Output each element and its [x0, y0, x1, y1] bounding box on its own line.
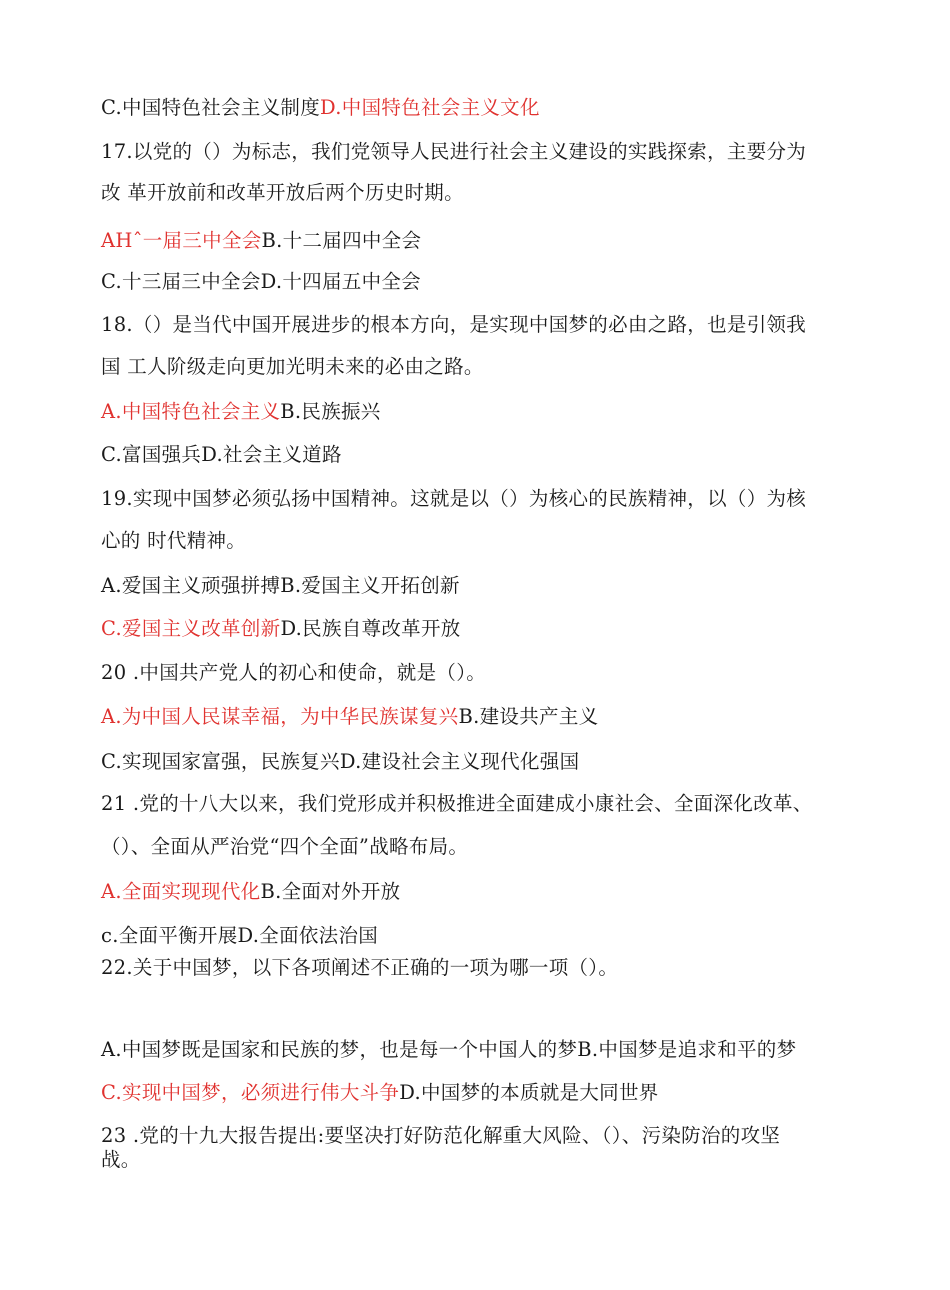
answer-highlight: A.为中国人民谋幸福，为中华民族谋复兴 — [101, 705, 459, 728]
text-segment: 20 .中国共产党人的初心和使命，就是（）。 — [101, 661, 487, 684]
option-line — [101, 750, 579, 774]
answer-highlight: A.全面实现现代化 — [101, 880, 261, 903]
question-22 — [101, 956, 618, 980]
answer-highlight: A.中国特色社会主义 — [101, 400, 281, 423]
text-segment: D.建设社会主义现代化强国 — [339, 750, 580, 773]
text-line — [101, 355, 484, 379]
text-segment: B.爱国主义开拓创新 — [280, 574, 460, 597]
option-line — [101, 270, 421, 294]
text-segment: B.民族振兴 — [280, 400, 381, 423]
text-segment: 19.实现中国梦必须弘扬中国精神。这就是以（）为核心的民族精神，以（）为核 — [101, 487, 807, 510]
text-segment: C.十三届三中全会 — [101, 270, 261, 293]
answer-highlight: C.实现中国梦，必须进行伟大斗争 — [101, 1081, 400, 1104]
option-line — [101, 705, 598, 729]
text-segment: C.富国强兵 — [101, 443, 202, 466]
text-segment: D.全面依法治国 — [237, 924, 379, 947]
text-line — [101, 529, 246, 553]
text-segment: 17.以党的（）为标志，我们党领导人民进行社会主义建设的实践探索，主要分为 — [101, 140, 807, 163]
text-segment: B.全面对外开放 — [260, 880, 401, 903]
text-segment: B.建设共产主义 — [458, 705, 599, 728]
question-21 — [101, 792, 813, 816]
text-segment: A.中国梦既是国家和民族的梦，也是每一个中国人的梦 — [101, 1038, 578, 1061]
text-segment: B.十二届四中全会 — [261, 229, 422, 252]
text-segment: D.民族自尊改革开放 — [280, 617, 461, 640]
option-line — [101, 574, 460, 598]
option-line — [101, 924, 378, 948]
text-segment: 21 .党的十八大以来，我们党形成并积极推进全面建成小康社会、全面深化改革、 — [101, 792, 813, 815]
text-line — [101, 96, 540, 120]
text-segment: 战。 — [101, 1148, 141, 1171]
question-20 — [101, 661, 486, 685]
text-segment: D.社会主义道路 — [201, 443, 342, 466]
text-segment: C.实现国家富强，民族复兴 — [101, 750, 340, 773]
option-line — [101, 617, 461, 641]
option-line — [101, 1038, 796, 1062]
text-segment: 18.（）是当代中国开展进步的根本方向，是实现中国梦的必由之路，也是引领我 — [101, 313, 807, 336]
text-segment: D.中国梦的本质就是大同世界 — [399, 1081, 659, 1104]
text-segment: c.全面平衡开展 — [101, 924, 238, 947]
text-line — [101, 181, 464, 205]
answer-highlight: C.爱国主义改革创新 — [101, 617, 281, 640]
option-line — [101, 400, 381, 424]
question-17 — [101, 140, 806, 164]
text-line — [101, 1148, 141, 1172]
answer-highlight: AHˆ一届三中全会 — [101, 229, 262, 252]
text-segment: （）、全面从严治党“四个全面”战略布局。 — [101, 835, 469, 858]
text-segment: 改 革开放前和改革开放后两个历史时期。 — [101, 181, 464, 204]
text-segment: 22.关于中国梦，以下各项阐述不正确的一项为哪一项（）。 — [101, 956, 619, 979]
option-line — [101, 229, 421, 253]
text-segment: 心的 时代精神。 — [101, 529, 247, 552]
text-segment: 23 .党的十九大报告提出:要坚决打好防范化解重大风险、（）、污染防治的攻坚 — [101, 1124, 781, 1147]
text-segment: A.爱国主义顽强拼搏 — [101, 574, 281, 597]
text-line — [101, 835, 468, 859]
question-18 — [101, 313, 806, 337]
text-segment: C.中国特色社会主义制度 — [101, 96, 321, 119]
option-line — [101, 1081, 659, 1105]
option-line — [101, 880, 400, 904]
question-23 — [101, 1124, 780, 1148]
text-segment: 国 工人阶级走向更加光明未来的必由之路。 — [101, 355, 484, 378]
question-19 — [101, 487, 806, 511]
text-segment: D.十四届五中全会 — [260, 270, 421, 293]
answer-highlight: D.中国特色社会主义文化 — [320, 96, 540, 119]
option-line — [101, 443, 342, 467]
text-segment: B.中国梦是追求和平的梦 — [577, 1038, 797, 1061]
